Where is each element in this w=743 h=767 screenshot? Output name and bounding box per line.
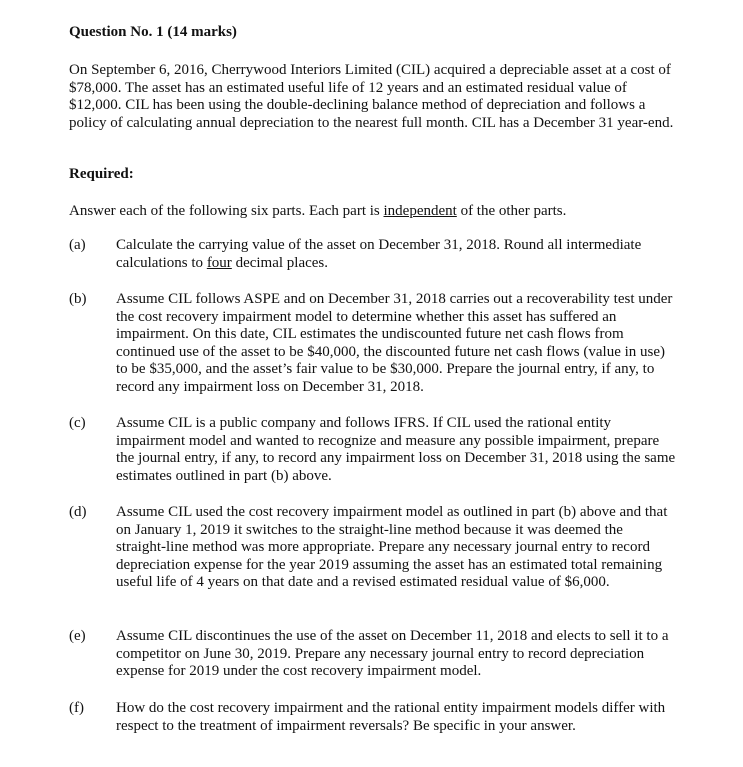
part-a-before: Calculate the carrying value of the asset on December 31, 2018. Round all intermediate calculations to (116, 237, 642, 271)
part-label: (a) (69, 237, 86, 253)
part-text: Assume CIL follows ASPE and on December 31, 2018 carries out a recoverability test under the cost recovery impairment model to determine whether this asset has suffered an impairment. On this date, CIL estimates the undiscounted future net cash flows from continued use of the asset to be $40,000, the discounted future net cash flows (value in use) to be $35,000, and the asset’s fair value to be $30,000. Prepare the journal entry, if any, to record any impairment loss on December 31, 2018. (116, 291, 673, 395)
instruction-after: of the other parts. (456, 203, 567, 219)
part-label: (d) (69, 504, 87, 520)
part-a-underlined: four (206, 254, 232, 271)
part-label: (c) (69, 415, 86, 431)
part-text: How do the cost recovery impairment and the rational entity impairment models differ with respect to the treatment of impairment reversals? Be specific in your answer. (116, 700, 666, 734)
part-text: Assume CIL is a public company and follows IFRS. If CIL used the rational entity impairment model and wanted to recognize and measure any possible impairment, prepare the journal entry, if any, to record any impairment loss on December 31, 2018 using the same estimates outlined in part (b) above. (116, 415, 676, 484)
instruction-before: Answer each of the following six parts. Each part is (69, 203, 384, 219)
instruction-underlined: independent (383, 203, 457, 219)
question-intro: On September 6, 2016, Cherrywood Interiors Limited (CIL) acquired a depreciable asset at a cost of $78,000. The asset has an estimated useful life of 12 years and an estimated residual value of $12,000. CIL has been using the double-declining balance method of depreciation and follows a policy of calculating annual depreciation to the nearest full month. CIL has a December 31 year-end. (69, 62, 674, 131)
part-text: Assume CIL used the cost recovery impairment model as outlined in part (b) above and that on January 1, 2019 it switches to the straight-line method because it was deemed the straight-line method was more appropriate. Prepare any necessary journal entry to record depreciation expense for the year 2019 assuming the asset has an estimated total remaining useful life of 4 years on that date and a revised estimated residual value of $6,000. (116, 504, 668, 591)
part-label: (b) (69, 291, 87, 307)
part-label: (f) (69, 700, 84, 716)
question-heading: Question No. 1 (14 marks) (69, 24, 237, 40)
part-text: Assume CIL discontinues the use of the asset on December 11, 2018 and elects to sell it to a competitor on June 30, 2019. Prepare any necessary journal entry to record depreciation expense for 2019 under the cost recovery impairment model. (116, 628, 669, 680)
part-label: (e) (69, 628, 86, 644)
instruction-text (69, 203, 566, 221)
part-text (116, 237, 676, 272)
required-label: Required: (69, 166, 134, 182)
part-a-after: decimal places. (231, 254, 329, 271)
